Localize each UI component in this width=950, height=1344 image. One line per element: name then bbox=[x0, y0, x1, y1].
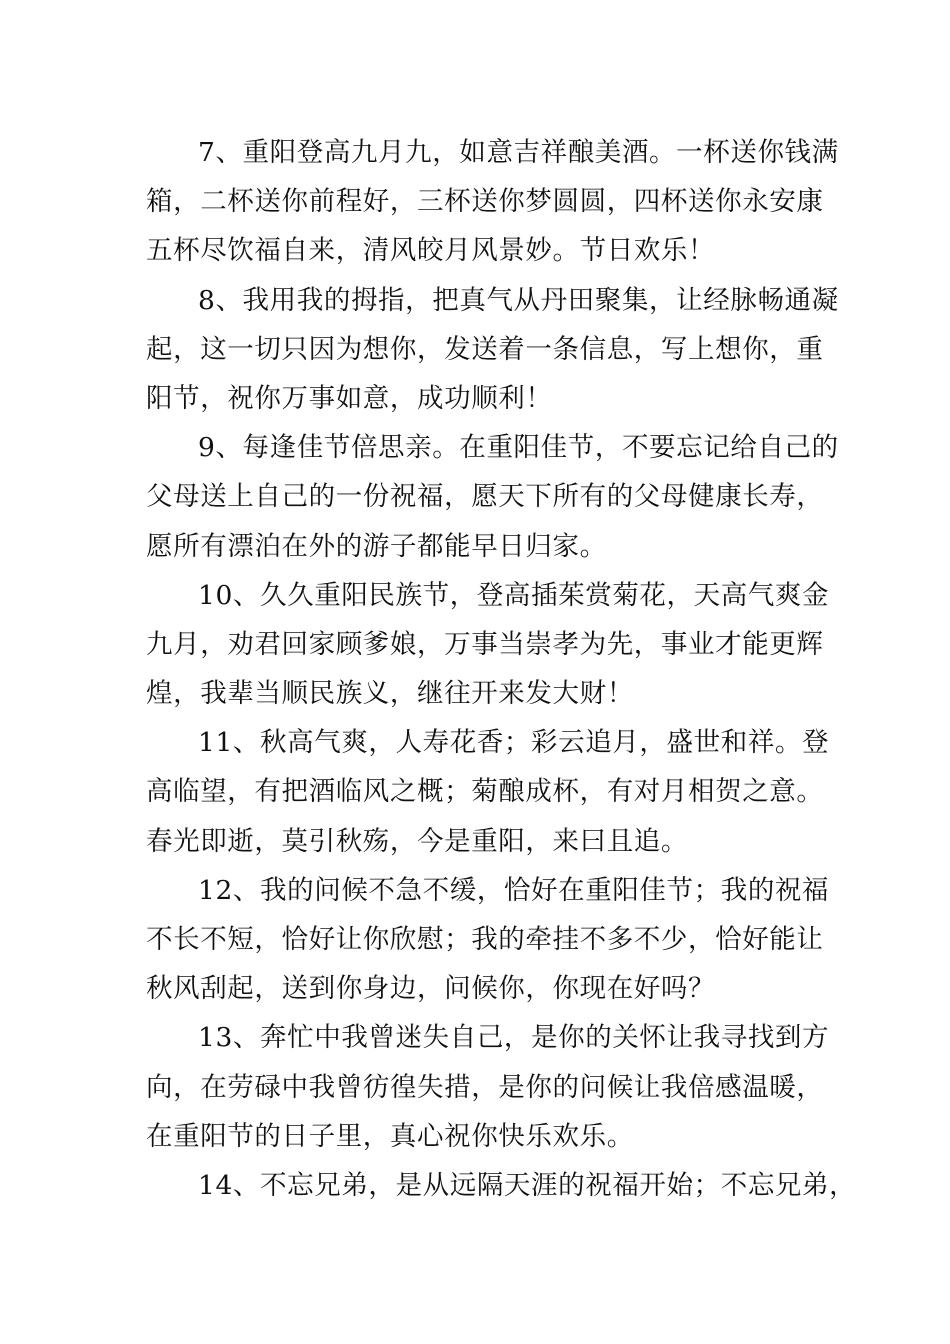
paragraph-7 bbox=[146, 128, 839, 276]
text-line: 九月，劝君回家顾爹娘，万事当崇孝为先，事业才能更辉 bbox=[146, 628, 824, 660]
paragraph-12 bbox=[146, 866, 836, 1014]
text-line: 9、每逢佳节倍思亲。在重阳佳节，不要忘记给自己的 bbox=[198, 432, 839, 464]
text-line: 向，在劳碌中我曾彷徨失措，是你的问候让我倍感温暖， bbox=[146, 1071, 824, 1103]
paragraph-8 bbox=[146, 276, 839, 424]
text-line: 阳节，祝你万事如意，成功顺利！ bbox=[146, 382, 553, 414]
text-line: 愿所有漂泊在外的游子都能早日归家。 bbox=[146, 530, 607, 562]
paragraph-13 bbox=[146, 1013, 836, 1161]
document-body bbox=[146, 128, 857, 1210]
text-line: 7、重阳登高九月九，如意吉祥酿美酒。一杯送你钱满 bbox=[198, 137, 839, 168]
text-line: 11、秋高气爽，人寿花香；彩云追月，盛世和祥。登 bbox=[198, 727, 830, 759]
text-line: 高临望，有把酒临风之概；菊酿成杯，有对月相贺之意。 bbox=[146, 776, 824, 808]
text-line: 箱，二杯送你前程好，三杯送你梦圆圆，四杯送你永安康 bbox=[146, 186, 824, 218]
paragraph-10 bbox=[146, 571, 836, 719]
text-line: 煌，我辈当顺民族义，继往开来发大财！ bbox=[146, 678, 634, 710]
text-line: 在重阳节的日子里，真心祝你快乐欢乐。 bbox=[146, 1120, 634, 1152]
text-line: 不长不短，恰好让你欣慰；我的牵挂不多不少，恰好能让 bbox=[146, 924, 824, 955]
text-line: 起，这一切只因为想你，发送着一条信息，写上想你，重 bbox=[146, 333, 824, 365]
text-line: 8、我用我的拇指，把真气从丹田聚集，让经脉畅通凝 bbox=[198, 284, 839, 316]
text-line: 10、久久重阳民族节，登高插茱赏菊花，天高气爽金 bbox=[198, 579, 830, 611]
paragraph-9 bbox=[146, 423, 839, 571]
text-line: 五杯尽饮福自来，清风皎月风景妙。节日欢乐！ bbox=[146, 235, 716, 267]
text-line: 13、奔忙中我曾迷失自己，是你的关怀让我寻找到方 bbox=[198, 1022, 830, 1054]
text-line: 秋风刮起，送到你身边，问候你，你现在好吗？ bbox=[146, 973, 716, 1005]
paragraph-11 bbox=[146, 718, 836, 866]
text-line: 14、不忘兄弟，是从远隔天涯的祝福开始；不忘兄弟， bbox=[198, 1169, 857, 1201]
paragraph-14 bbox=[146, 1161, 857, 1210]
text-line: 春光即逝，莫引秋殇，今是重阳，来曰且追。 bbox=[146, 825, 688, 857]
text-line: 12、我的问候不急不缓，恰好在重阳佳节；我的祝福 bbox=[198, 874, 830, 906]
text-line: 父母送上自己的一份祝福，愿天下所有的父母健康长寿， bbox=[146, 481, 824, 513]
